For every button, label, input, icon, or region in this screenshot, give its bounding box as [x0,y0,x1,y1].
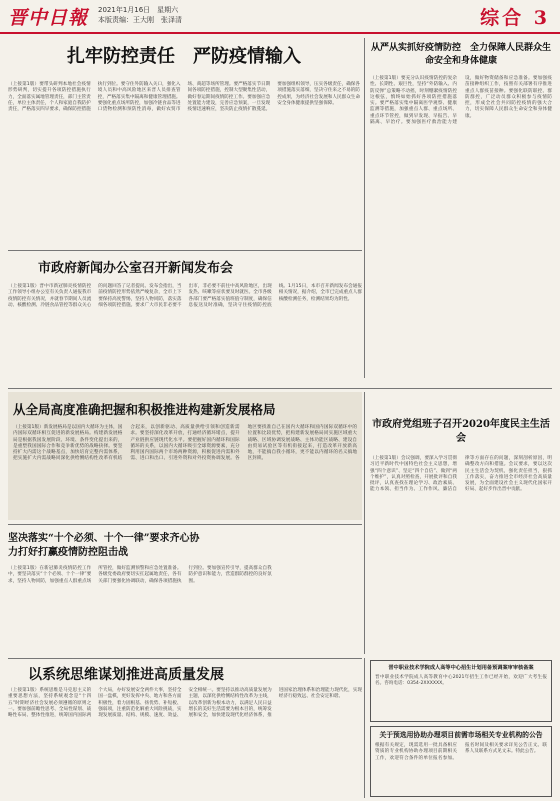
article-top-left [8,36,360,246]
issue-date: 2021年1月16日 星期六 [98,6,179,14]
article-democratic-meeting [370,392,552,650]
notice-title: 晋中职业技术学院成人高等中心招生计划用备预调案审审核备案 [388,665,534,671]
article-headline: 以系统思维谋划推进高质量发展 [28,667,224,683]
section-divider [8,388,552,389]
column-divider [364,392,365,654]
issue-info [98,5,182,25]
article-systems-thinking [8,662,362,797]
article-headline: 市政府党组班子召开2020年度民主生活会 [372,419,550,444]
section-divider [8,658,362,659]
section-title: 综合 3 [480,7,550,29]
article-press-conference [8,254,362,384]
newspaper-logo: 晋中日報 [8,7,89,29]
section-divider [8,250,362,251]
article-ten-musts [8,528,362,654]
article-headline: 从全局高度准确把握和积极推进构建新发展格局 [13,402,276,417]
column-divider [364,38,365,378]
notice-title: 关于预选用协助办理项目前需市场相关专业机构的公告 [379,731,543,739]
notice-body: 根据有关规定，现需选用一批具备相应资质的专业机构协助办理项目前期相关工作，欢迎符合条件的单位报名参加。报名时间及相关要求详见公告正文。联系人及联系方式见文末。特此公告。 [375,743,547,761]
article-headline: 扎牢防控责任 严防疫情输入 [67,46,301,67]
masthead [0,0,560,34]
notice-body: 晋中职业技术学院成人高等教育中心2021年招生工作已经开始，欢迎广大考生报名。咨询电话：0354-2XXXXXX。 [375,675,547,687]
section-divider [8,524,362,525]
article-headline: 坚决落实“十个必须、十个一律”要求齐心协力打好打赢疫情防控阻击战 [8,533,200,558]
article-body: （上接第1版）系统思维是马克思主义的重要思想方法，坚持系统观念是“十四五”时期经济社会发展必须遵循的原则之一。要加强前瞻性思考、全局性谋划、战略性布局、整体性推进，统筹国内国际两个大局，办好发展安全两件大事，坚持全国一盘棋，更好发挥中央、地方和各方面积极性，着力固根基、扬优势、补短板、强弱项，注重防范化解重大风险挑战，实现发展质量、结构、规模、速度、效益、安全相统一。要坚持以推动高质量发展为主题，以深化供给侧结构性改革为主线，以改革创新为根本动力，以满足人民日益增长的美好生活需要为根本目的，统筹发展和安全，加快建设现代化经济体系，推进国家治理体系和治理能力现代化，实现经济行稳致远、社会安定和谐。 [8,688,362,719]
notice-enrollment [370,660,552,722]
column-divider [364,658,365,798]
article-body: （上接第1版）晋中市新冠肺炎疫情防控工作领导小组办公室有关负责人通报我市疫情防控有关情况，并就春节期间人员流动、核酸检测、冷链食品管控等群众关心的问题回答了记者提问。发布会指出，当前疫情防控形势依然严峻复杂，全市上下要保持高度警惕，坚持人物同防，落实落细各项防控措施。要求广大市民非必要不出市，非必要不前往中高风险地区，出现发热、咳嗽等症状要及时就医。全市各级各部门要严格落实值班值守制度，确保信息报送及时准确，坚决守住疫情防控底线。1月15日，本市召开新闻发布会通报相关情况，据介绍，全市已完成重点人群核酸检测任务，检测结果均为阴性。 [8,284,362,308]
article-body: （上接第1版）要带头研判本地社会疫情形势研判，切实提升各项防控措施执行力，全面落实属地管理责任，部门主管责任，单位主体责任，个人和家庭自我防护责任，严格落实四早要求，确保防控措施执行到位。要守住外防输入关口，强化入境人员和中高风险地区来晋人员排查管控，严格落实集中隔离和健康管理措施。要强化重点场所防控，加强冷链食品等进口货物检测和预防性消毒，做好农贸市场、商超等场所管理。要严格落实节日期间各项防控措施，控制大型聚集性活动，做好春运期间疫情防控工作。要加强应急处置能力建设，完善应急预案，一旦发现疫情迅速响应，坚决防止疫情扩散蔓延。要加强组织领导，压实各级责任，确保各项措施落实落细，坚决守住来之不易的防控成果，为经济社会发展和人民群众生命安全身体健康提供坚强保障。 [8,82,360,113]
page-editors: 本版责编：王大刚 张泽清 [98,16,182,24]
article-top-right [370,36,552,376]
article-headline: 市政府新闻办公室召开新闻发布会 [38,261,234,276]
article-body: （上接第1版）新发展格局是以国内大循环为主体，国内国际双循环相互促进的新发展格局。构建新发展格局是根据我国发展阶段、环境、条件变化提出来的，是重塑我国国际合作和竞争新优势的战略抉择。要坚持扩大内需这个战略基点，加快培育完整内需体系，把实施扩大内需战略同深化供给侧结构性改革有机结合起来，以创新驱动、高质量供给引领和创造新需求。要坚持深化改革开放，打通经济循环堵点，提升产业链供应链现代化水平。要把握好国内循环和国际循环的关系，以国内大循环吸引全球资源要素，充分利用国内国际两个市场两种资源，积极促进内需和外需、进口和出口、引进外资和对外投资协调发展。各地区要找准自己在国内大循环和国内国际双循环中的位置和比较优势，把构建新发展格局同实施区域重大战略、区域协调发展战略、主体功能区战略、建设自由贸易试验区等有机衔接起来，打造改革开放新高地，不能搞自我小循环，更不能以内循环的名义搞地区封锁。 [13,425,357,462]
article-new-development [8,392,362,520]
article-body: （上接第1版）会议强调，要深入学习贯彻习近平新时代中国特色社会主义思想，增强“四个意识”、坚定“四个自信”、做到“两个维护”，认真对照检查，开展批评和自我批评，认真查找在理论学习、政治素质、能力本领、担当作为、工作作风、廉洁自律等方面存在的问题，深刻剖析原因，明确整改方向和措施。会议要求，要以这次民主生活会为契机，强化责任担当，狠抓工作落实，奋力推进全市经济社会高质量发展，为全面建设社会主义现代化国家开好局、起好步作出晋中贡献。 [370,456,552,493]
article-headline: 从严从实抓好疫情防控 全力保障人民群众生命安全和身体健康 [370,43,551,66]
article-body: （上接第1版）在新冠肺炎疫情防控工作中，要坚决落实“十个必须、十个一律”要求，坚持人物同防，加强重点人群重点场所管控，做好监测预警和应急处置准备。各级党委政府要切实扛起属地责任，各有关部门要强化协调联动，确保各项措施执行到位。要加强宣传引导，提高群众自我防护意识和能力，营造群防群控的良好氛围。 [8,566,272,584]
notice-announcement [370,726,552,797]
article-body: （上接第1版）要充分认识疫情防控的复杂性、长期性、艰巨性，坚持“外防输入、内防反弹”总策略不动摇，时刻绷紧疫情防控这根弦，慎终如始抓好各项防控措施落实。要严格落实集中隔离医学观察、健康监测等措施，加强重点人群、重点场所、重点环节管控，做到早发现、早报告、早隔离、早治疗。要加强医疗救治能力建设，做好物资储备和应急准备。要加强疫苗接种组织工作，按照有关部署有序推进重点人群疫苗接种。要强化联防联控、群防群控，广泛动员群众积极参与疫情防控，形成全社会共同防控疫情的强大合力，切实保障人民群众生命安全和身体健康。 [370,76,552,126]
